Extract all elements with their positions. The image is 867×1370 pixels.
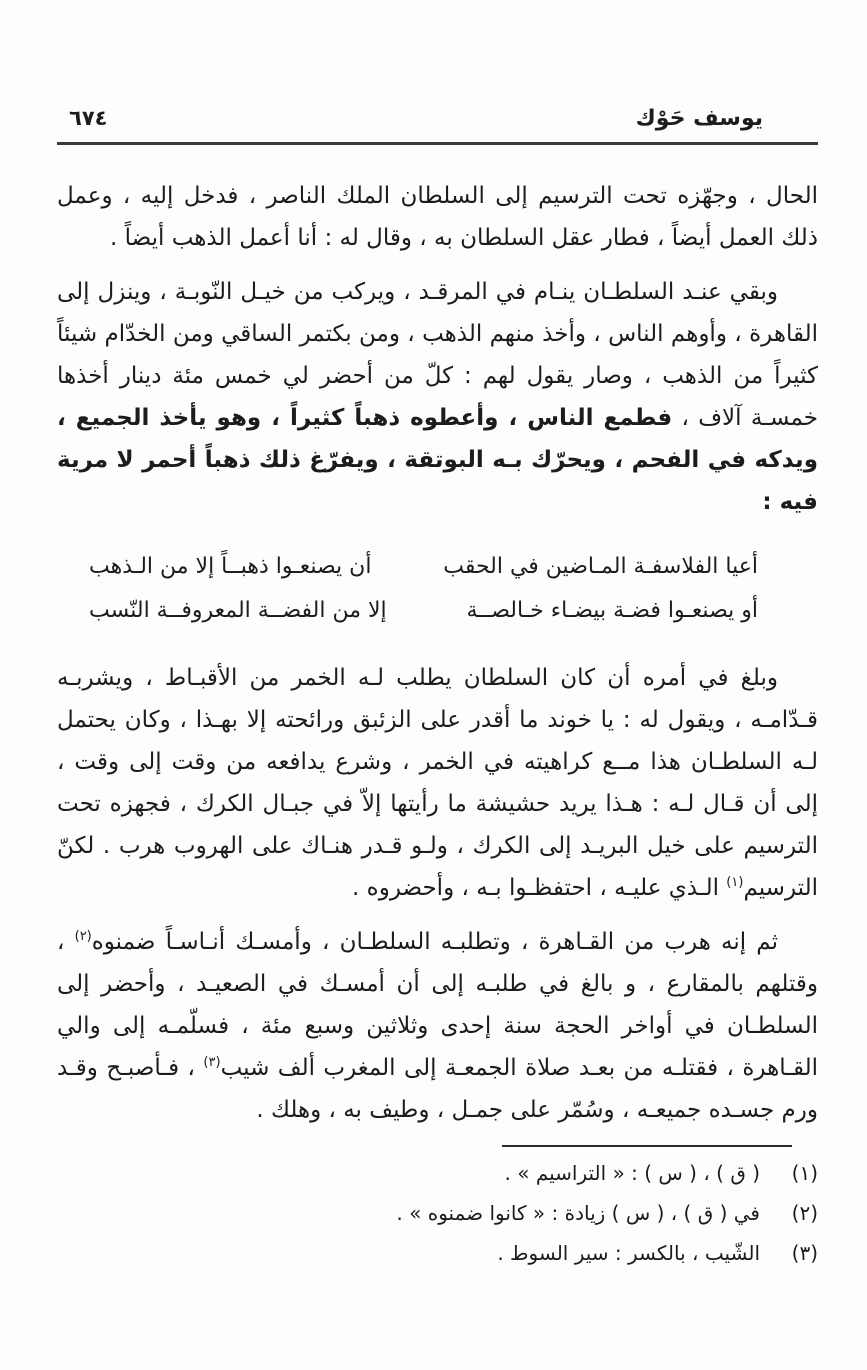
footnote-2-text: في ( ق ) ، ( س ) زيادة : « كانوا ضمنوه » . — [396, 1201, 760, 1225]
footnotes-section — [57, 1145, 818, 1273]
footnote-2-marker: (٢) — [791, 1201, 818, 1225]
paragraph-2-text: وبقي عنـد السلطـان ينـام في المرقـد ، ويركب من خيـل النّوبـة ، وينزل إلى القاهرة ، وأوهم الناس ، وأخذ منهم الذهب ، ومن بكتمر الساقي ومن الخدّام شيئاً كثيراً من الذهب ، وصار يقول لهم : كلّ من أحضر لي خمس مئة دينار أخذها خمسـة آلاف ، — [57, 279, 818, 431]
footnote-1-text: ( ق ) ، ( س ) : « التراسيم » . — [504, 1161, 760, 1185]
verse-line-2 — [89, 589, 758, 633]
footnote-1 — [57, 1153, 818, 1193]
verse-1-first-hemistich: أعيا الفلاسفـة المـاضين في الحقب — [443, 554, 758, 579]
verse-line-1 — [89, 545, 758, 589]
verse-2-second-hemistich: إلا من الفضــة المعروفــة النّسب — [89, 598, 387, 623]
footnote-separator — [502, 1145, 792, 1147]
header-rule — [57, 142, 818, 145]
paragraph-4-text-b: ، وقتلهم بالمقارع ، و بالغ في طلبـه إلى أن أمسـك في الصعيـد ، وأحضر إلى السلطـان في أواخر الحجة سنة إحدى وثلاثين وسبع مئة ، فسلّمـه إلى والي القـاهرة ، فقتلـه من بعـد صلاة الجمعـة إلى المغرب ألف شيب — [57, 929, 818, 1081]
verse-block — [57, 545, 818, 633]
footnote-2 — [57, 1193, 818, 1233]
footnote-1-marker: (١) — [791, 1161, 818, 1185]
footnote-3-marker: (٣) — [791, 1241, 818, 1265]
verse-1-second-hemistich: أن يصنعـوا ذهبــاً إلا من الـذهب — [89, 554, 372, 579]
paragraph-4-text-a: ثم إنه هرب من القـاهرة ، وتطلبـه السلطـان ، وأمسـك أنـاسـاً ضمنوه — [91, 929, 779, 955]
paragraph-3 — [57, 657, 818, 909]
page-header — [57, 103, 818, 134]
page-number: ٦٧٤ — [69, 106, 108, 130]
verse-2-first-hemistich: أو يصنعـوا فضـة بيضـاء خـالصــة — [466, 598, 758, 623]
footnote-3-text: الشّيب ، بالكسر : سير السوط . — [497, 1241, 760, 1265]
paragraph-1-text: الحال ، وجهّزه تحت الترسيم إلى السلطان الملك الناصر ، فدخل إليه ، وعمل ذلك العمل أيضاً ، فطار عقل السلطان به ، وقال له : أنا أعمل الذهب أيضاً . — [57, 183, 818, 251]
paragraph-3-text-a: وبلغ في أمره أن كان السلطان يطلب لـه الخمر من الأقبـاط ، ويشربـه قـدّامـه ، ويقول له : يا خوند ما أقدر على الزئبق ورائحته إلا بهـذا ، وكان يحتمل لـه السلطـان هذا مــع كراهيته في الخمر ، وشرع يدافعه من وقت إلى وقت ، إلى أن قـال لـه : هـذا يريد حشيشة ما رأيتها إلاّ في جبـال الكرك ، فجهزه تحت الترسيم على خيل البريـد إلى الكرك ، ولـو قـدر هنـاك على الهروب هرب . لكنّ الترسيم — [57, 665, 818, 901]
page-body — [57, 175, 818, 1131]
footnote-ref-2: (٢) — [74, 929, 92, 944]
header-title: يوسف حَوْك — [635, 106, 763, 131]
paragraph-1 — [57, 175, 818, 259]
footnote-ref-1: (١) — [726, 875, 744, 890]
paragraph-2 — [57, 271, 818, 523]
paragraph-2-bold-text: فطمع الناس ، وأعطوه ذهباً كثيراً ، وهو يأخذ الجميع ، ويدكه في الفحم ، ويحرّك بـه البوتقة ، ويفرّغ ذلك ذهباً أحمر لا مرية فيه : — [57, 405, 818, 515]
footnote-ref-3: (٣) — [203, 1055, 221, 1070]
paragraph-4-text-c: ، فـأصبـح وقـد ورم جسـده جميعـه ، وسُمّر على جمـل ، وطيف به ، وهلك . — [57, 1055, 818, 1123]
footnote-3 — [57, 1233, 818, 1273]
paragraph-4 — [57, 921, 818, 1131]
paragraph-3-text-b: الـذي عليـه ، احتفظـوا بـه ، وأحضروه . — [352, 875, 727, 901]
